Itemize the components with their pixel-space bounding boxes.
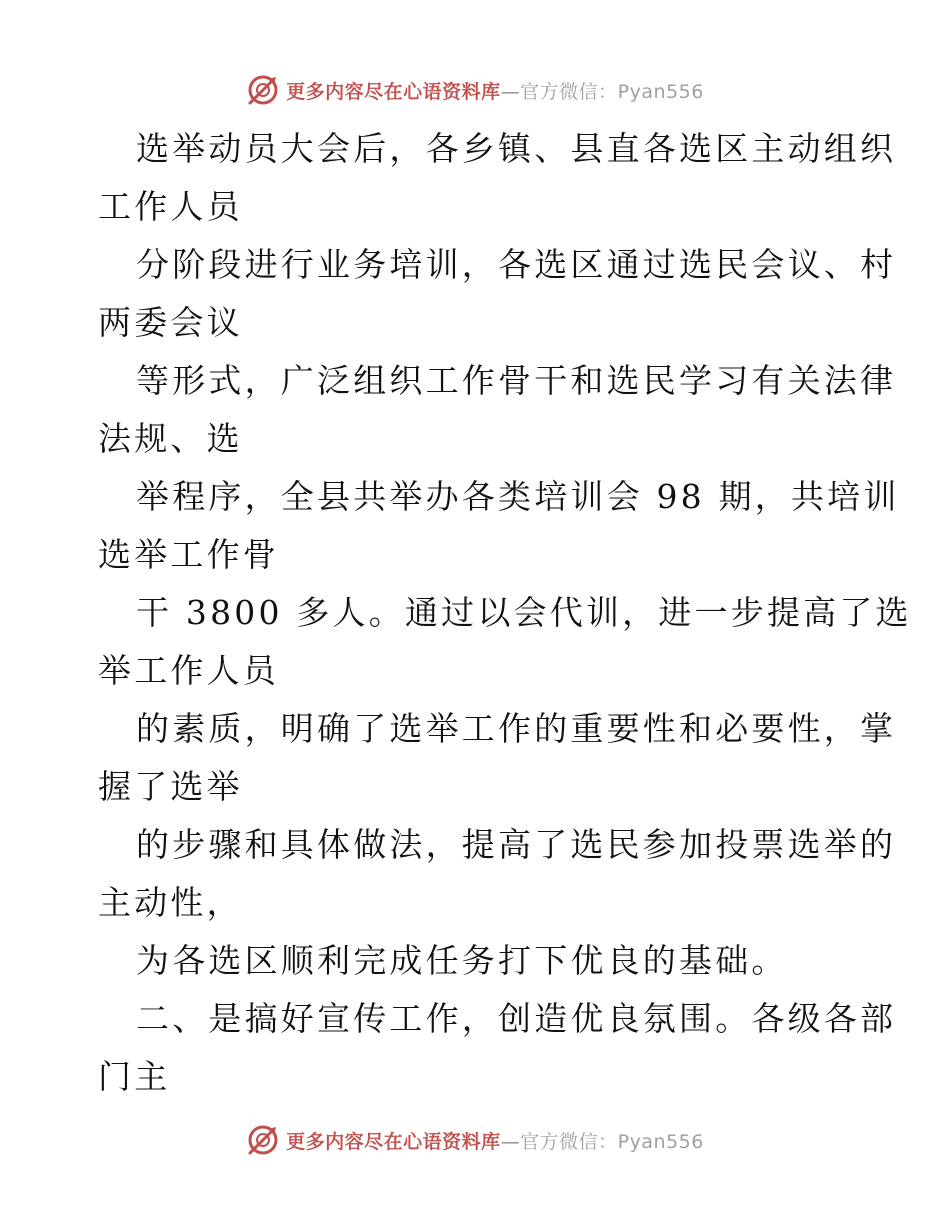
body-line: 的步骤和具体做法，提高了选民参加投票选举的 <box>136 825 897 864</box>
body-line: 主动性， <box>98 883 243 922</box>
footer-brand: 更多内容尽在心语资料库 <box>286 1130 501 1153</box>
body-line: 握了选举 <box>98 767 243 806</box>
body-line: 二、是搞好宣传工作，创造优良氛围。各级各部 <box>136 999 897 1038</box>
body-line: 两委会议 <box>98 303 243 342</box>
brand-logo-icon <box>246 1123 280 1157</box>
footer-banner <box>0 1120 950 1160</box>
body-line: 工作人员 <box>98 187 243 226</box>
body-line: 干 3800 多人。通过以会代训，进一步提高了选 <box>136 593 912 632</box>
body-line: 举工作人员 <box>98 651 279 690</box>
body-line: 门主 <box>98 1057 171 1096</box>
header-brand: 更多内容尽在心语资料库 <box>286 80 501 103</box>
header-contact: 官方微信：Pyan556 <box>520 80 704 103</box>
body-line: 举程序，全县共举办各类培训会 98 期，共培训 <box>136 477 900 516</box>
document-body <box>98 120 912 1106</box>
header-text <box>286 77 704 104</box>
header-banner <box>0 70 950 110</box>
body-line: 选举动员大会后，各乡镇、县直各选区主动组织 <box>136 129 897 168</box>
body-line: 分阶段进行业务培训，各选区通过选民会议、村 <box>136 245 897 284</box>
body-line: 法规、选 <box>98 419 243 458</box>
header-dash: — <box>500 80 521 103</box>
footer-text <box>286 1127 704 1154</box>
body-line: 等形式，广泛组织工作骨干和选民学习有关法律 <box>136 361 897 400</box>
brand-logo-icon <box>246 73 280 107</box>
body-line: 选举工作骨 <box>98 535 279 574</box>
footer-contact: 官方微信：Pyan556 <box>520 1130 704 1153</box>
footer-dash: — <box>500 1130 521 1153</box>
body-line: 的素质，明确了选举工作的重要性和必要性，掌 <box>136 709 897 748</box>
body-line: 为各选区顺利完成任务打下优良的基础。 <box>136 941 788 980</box>
